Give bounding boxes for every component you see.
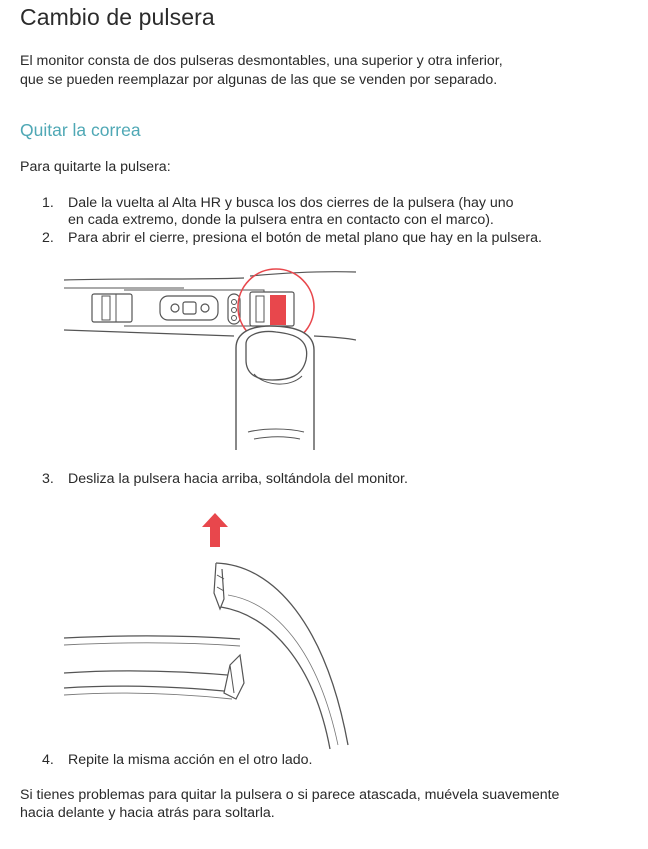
intro-line-2: que se pueden reemplazar por algunas de las que se venden por separado. [20,72,498,88]
step-text: Para abrir el cierre, presiona el botón de metal plano que hay en la pulsera. [68,230,542,246]
step-text-line-1: Dale la vuelta al Alta HR y busca los dos cierres de la pulsera (hay uno [68,195,514,211]
step-text: Repite la misma acción en el otro lado. [68,752,313,768]
step-number: 4. [42,752,54,768]
arrow-up-icon [202,513,228,547]
page-title: Cambio de pulsera [20,4,215,30]
list-item-step-2 [42,230,622,247]
outro-paragraph [20,786,640,822]
intro-paragraph [20,52,620,90]
outro-line-2: hacia delante y hacia atrás para soltarla. [20,805,275,821]
section-title: Quitar la correa [20,120,141,140]
list-item-step-1 [42,195,622,229]
list-item-step-3 [42,471,622,488]
step-number: 1. [42,195,54,211]
intro-line-1: El monitor consta de dos pulseras desmontables, una superior y otra inferior, [20,53,503,69]
finger-press-illustration [64,264,356,454]
step-text: Desliza la pulsera hacia arriba, soltándola del monitor. [68,471,408,487]
outro-line-1: Si tienes problemas para quitar la pulsera o si parece atascada, muévela suavemente [20,787,560,803]
step-number: 3. [42,471,54,487]
band-slide-illustration [64,495,360,753]
lead-text: Para quitarte la pulsera: [20,159,171,175]
step-number: 2. [42,230,54,246]
list-item-step-4 [42,752,622,769]
step-text-line-2: en cada extremo, donde la pulsera entra en contacto con el marco). [68,212,494,228]
